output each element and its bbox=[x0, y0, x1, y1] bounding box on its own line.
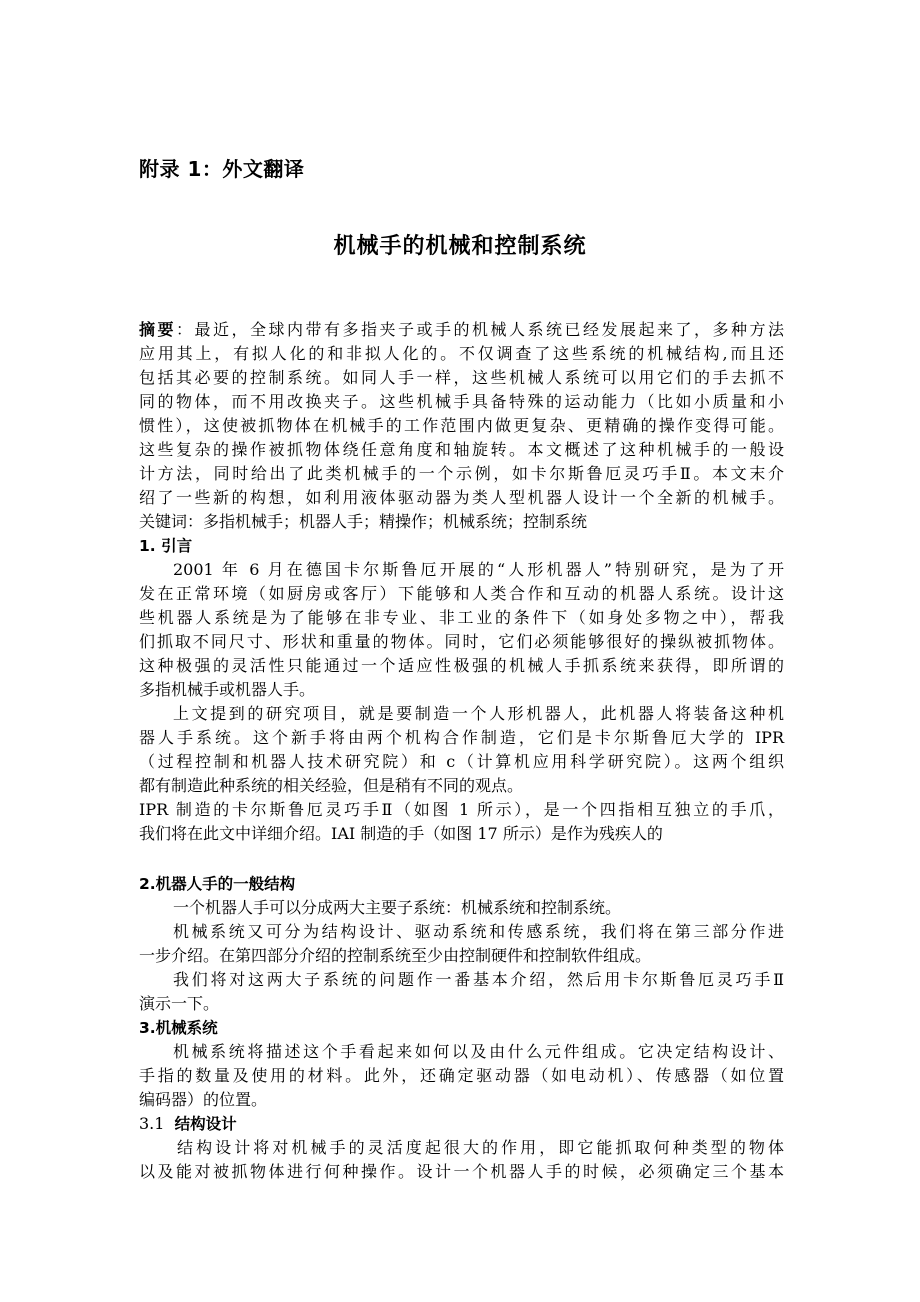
section-number: 3.1 bbox=[139, 1114, 165, 1133]
abstract-line: 惯性），这使被抓物体在机械手的工作范围内做更复杂、更精确的操作变得可能。 bbox=[139, 416, 784, 435]
abstract-label: 摘要 bbox=[139, 320, 176, 339]
section-2-block bbox=[139, 872, 784, 1184]
paragraph-line: 这种极强的灵活性只能通过一个适应性极强的机械人手抓系统来获得，即所谓的 bbox=[139, 656, 784, 675]
paragraph-line: 器人手系统。这个新手将由两个机构合作制造，它们是卡尔斯鲁厄大学的 IPR bbox=[139, 728, 784, 747]
keywords-line: 关键词：多指机械手；机器人手；精操作；机械系统；控制系统 bbox=[139, 512, 588, 531]
paragraph-line: 机械系统将描述这个手看起来如何以及由什么元件组成。它决定结构设计、 bbox=[173, 1042, 784, 1061]
abstract-line: 计方法，同时给出了此类机械手的一个示例，如卡尔斯鲁厄灵巧手Ⅱ。本文末介 bbox=[139, 464, 784, 483]
document-title: 机械手的机械和控制系统 bbox=[333, 234, 587, 259]
section-2-heading: 2.机器人手的一般结构 bbox=[139, 875, 296, 893]
paragraph-line: 以及能对被抓物体进行何种操作。设计一个机器人手的时候，必须确定三个基本 bbox=[139, 1162, 784, 1181]
abstract-line: 绍了一些新的构想，如利用液体驱动器为类人型机器人设计一个全新的机械手。 bbox=[139, 488, 784, 507]
paragraph-line: 编码器）的位置。 bbox=[139, 1090, 268, 1109]
paragraph-line: IPR 制造的卡尔斯鲁厄灵巧手Ⅱ（如图 1 所示），是一个四指相互独立的手爪， bbox=[139, 800, 784, 819]
paragraph-line: 机械系统又可分为结构设计、驱动系统和传感系统，我们将在第三部分作进 bbox=[173, 922, 784, 941]
section-title: 结构设计 bbox=[174, 1115, 237, 1133]
paragraph-line: （过程控制和机器人技术研究院）和 c（计算机应用科学研究院）。这两个组织 bbox=[139, 752, 784, 771]
paragraph-line: 演示一下。 bbox=[139, 994, 220, 1013]
abstract-line: 应用其上，有拟人化的和非拟人化的。不仅调查了这些系统的机械结构,而且还 bbox=[139, 344, 784, 363]
paragraph-line: 2001 年 6 月在德国卡尔斯鲁厄开展的“人形机器人”特别研究，是为了开 bbox=[173, 560, 784, 579]
paragraph-line: 上文提到的研究项目，就是要制造一个人形机器人，此机器人将装备这种机 bbox=[173, 704, 784, 723]
section-3-heading: 3.机械系统 bbox=[139, 1019, 218, 1037]
paragraph-line: 些机器人系统是为了能够在非专业、非工业的条件下（如身处多物之中），帮我 bbox=[139, 608, 784, 627]
paragraph-line: 一步介绍。在第四部分介绍的控制系统至少由控制硬件和控制软件组成。 bbox=[139, 946, 652, 965]
paragraph-line: 手指的数量及使用的材料。此外，还确定驱动器（如电动机）、传感器（如位置 bbox=[139, 1066, 784, 1085]
paragraph-line: 发在正常环境（如厨房或客厅）下能够和人类合作和互动的机器人系统。设计这 bbox=[139, 584, 784, 603]
paragraph-line: 都有制造此种系统的相关经验，但是稍有不同的观点。 bbox=[139, 776, 524, 795]
section-3-1-heading bbox=[139, 1112, 784, 1136]
abstract-line: 这些复杂的操作被抓物体绕任意角度和轴旋转。本文概述了这种机械手的一般设 bbox=[139, 440, 784, 459]
paragraph-line: 我们将在此文中详细介绍。IAI 制造的手（如图 17 所示）是作为残疾人的 bbox=[139, 824, 663, 843]
abstract-line: 包括其必要的控制系统。如同人手一样，这些机械人系统可以用它们的手去抓不 bbox=[139, 368, 784, 387]
appendix-heading: 附录 1：外文翻译 bbox=[139, 157, 305, 181]
section-1-heading: 1. 引言 bbox=[139, 537, 193, 555]
paragraph-line: 结构设计将对机械手的灵活度起很大的作用，即它能抓取何种类型的物体 bbox=[177, 1138, 784, 1157]
abstract-line: 摘要：最近，全球内带有多指夹子或手的机械人系统已经发展起来了，多种方法 bbox=[139, 320, 784, 339]
paragraph-line: 多指机械手或机器人手。 bbox=[139, 680, 316, 699]
abstract-line: 同的物体，而不用改换夹子。这些机械手具备特殊的运动能力（比如小质量和小 bbox=[139, 392, 784, 411]
paragraph-line: 我们将对这两大子系统的问题作一番基本介绍，然后用卡尔斯鲁厄灵巧手Ⅱ bbox=[173, 970, 784, 989]
paragraph-line: 们抓取不同尺寸、形状和重量的物体。同时，它们必须能够很好的操纵被抓物体。 bbox=[139, 632, 784, 651]
paragraph-line: 一个机器人手可以分成两大主要子系统：机械系统和控制系统。 bbox=[173, 898, 622, 917]
abstract-block bbox=[139, 318, 784, 846]
